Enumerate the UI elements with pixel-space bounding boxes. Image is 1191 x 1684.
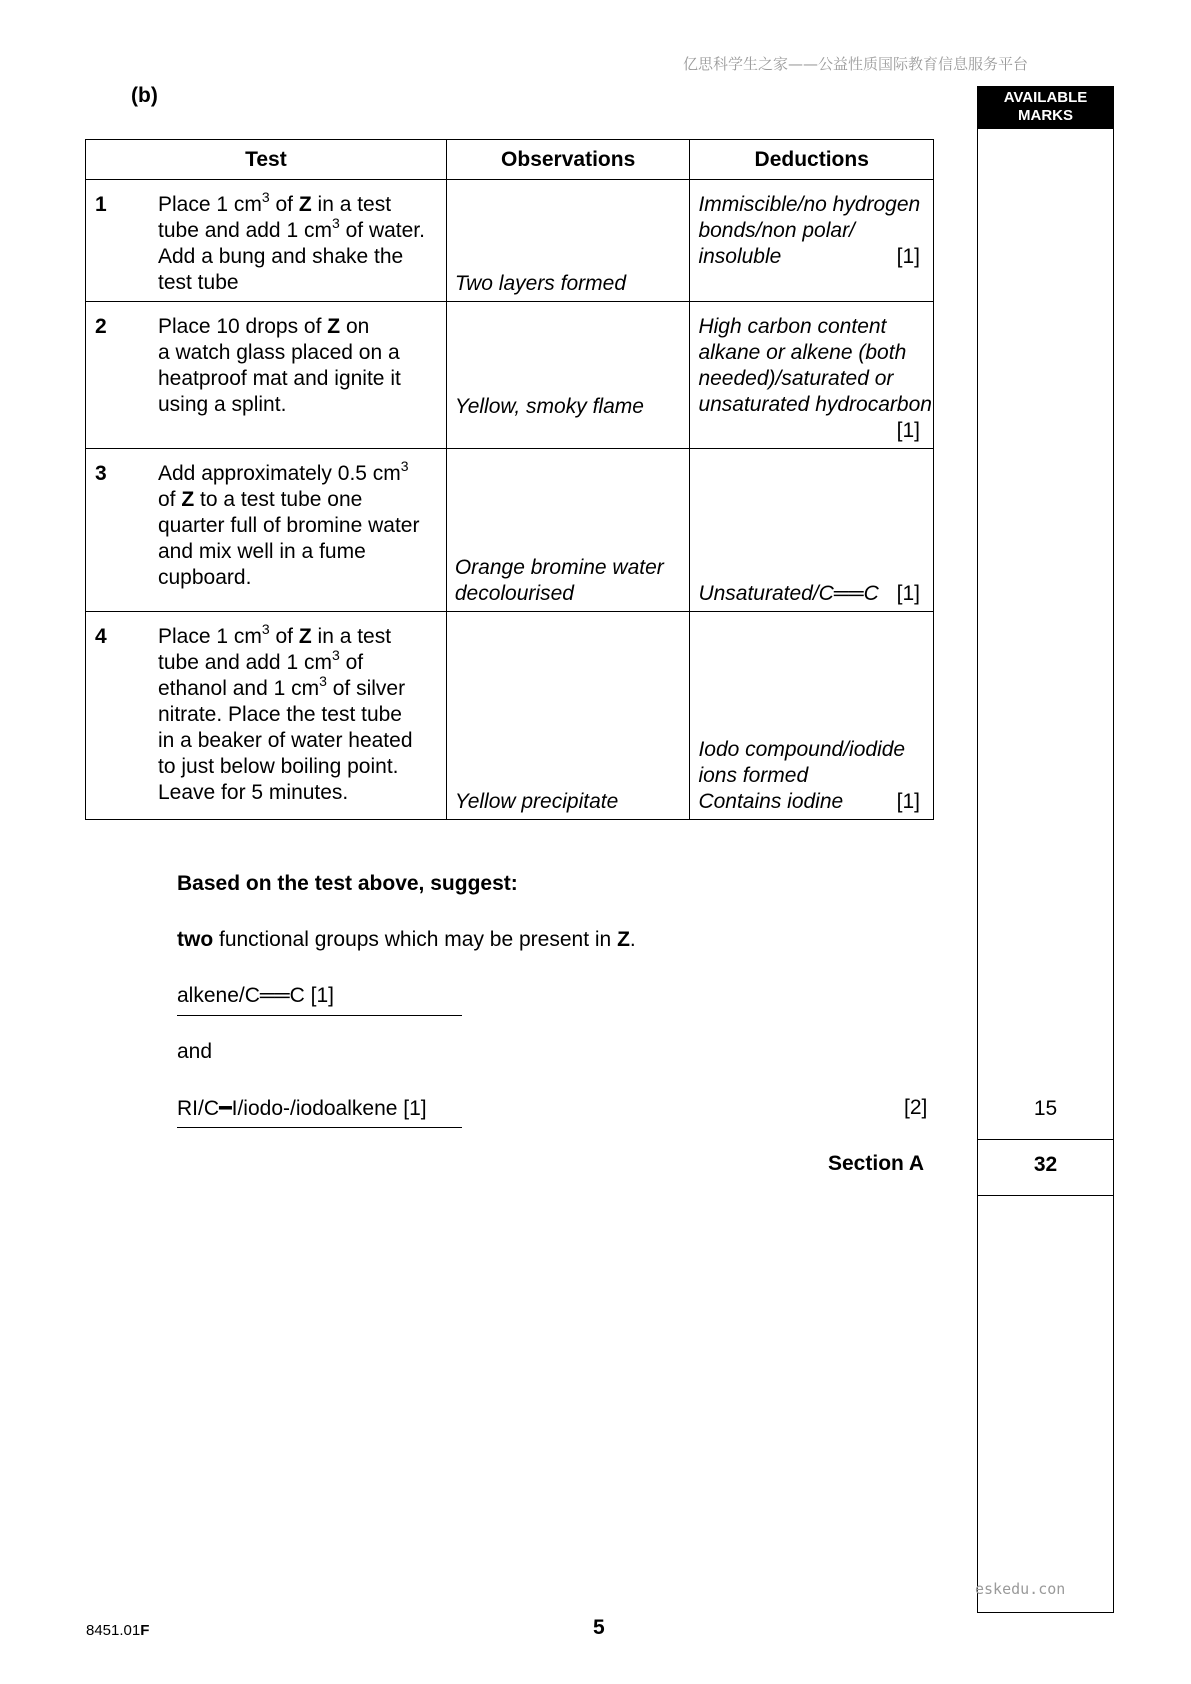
deduction-text: Unsaturated/C══C [698, 582, 879, 605]
question-mark: [2] [904, 1096, 928, 1119]
watermark-bottom-text: eskedu.con [975, 1580, 1066, 1598]
table-row [86, 180, 934, 302]
test-number: 1 [95, 193, 107, 216]
table-row [86, 449, 934, 612]
test-description: Place 1 $cm^3$ of Z in a test tube and add 1 $cm^3$ of ethanol and 1 $cm^3$ of silver nitrate. Place the test tube in a beaker of water heated to just below boiling point. Leave for 5 minutes. [158, 621, 413, 804]
mark-label: [1] [896, 582, 920, 605]
mark-label: [1] [896, 790, 920, 813]
available-marks-column [977, 129, 1114, 1613]
deduction-text: Iodo compound/iodide ions formed Contains iodine [698, 738, 906, 813]
section-label: Section A [828, 1152, 925, 1175]
observation-cell [446, 180, 690, 302]
header-deductions: Deductions [690, 140, 934, 180]
deduction-cell [690, 612, 934, 820]
test-description: Place 1 $cm^3$ of Z in a test tube and add 1 $cm^3$ of water. Add a bung and shake the test tube [158, 189, 425, 294]
test-number: 3 [95, 462, 107, 485]
marks-divider [977, 1139, 1114, 1140]
test-cell [86, 612, 447, 820]
section-total-marks: 32 [1033, 1153, 1058, 1176]
test-cell [86, 449, 447, 612]
available-marks-header [977, 86, 1114, 129]
answer-line-2 [177, 1127, 462, 1128]
test-cell [86, 302, 447, 449]
marks-divider [977, 1195, 1114, 1196]
table-header-row [86, 140, 934, 180]
deduction-text: Immiscible/no hydrogen bonds/non polar/ insoluble [698, 193, 921, 268]
question-available-marks: 15 [1033, 1097, 1058, 1120]
watermark-top-text: 亿思科学生之家——公益性质国际教育信息服务平台 [683, 55, 1029, 73]
answer-1: alkene/C══C [1] [177, 984, 334, 1007]
page-number: 5 [593, 1616, 605, 1639]
paper-code: 8451.01F [86, 1622, 150, 1639]
answer-line-1 [177, 1015, 462, 1016]
test-cell [86, 180, 447, 302]
observation-cell [446, 612, 690, 820]
deduction-text: High carbon content alkane or alkene (both needed)/saturated or unsaturated hydrocarbon [698, 315, 932, 416]
deduction-cell [690, 302, 934, 449]
header-observations: Observations [446, 140, 690, 180]
marks-header-line-2: MARKS [1018, 107, 1073, 124]
marks-header-line-1: AVAILABLE [1003, 89, 1088, 106]
observation-text: Yellow, smoky flame [454, 395, 644, 418]
mark-label: [1] [896, 245, 920, 268]
observation-cell [446, 449, 690, 612]
test-description: Add approximately 0.5 $cm^3$ of Z to a test tube one quarter full of bromine water and mix well in a fume cupboard. [158, 458, 420, 589]
header-test: Test [86, 140, 447, 180]
answer-2: RI/C━I/iodo-/iodoalkene [1] [177, 1097, 427, 1120]
observation-text: Two layers formed [454, 272, 627, 295]
deduction-cell [690, 449, 934, 612]
deduction-cell [690, 180, 934, 302]
test-description: Place 10 drops of Z on a watch glass placed on a heatproof mat and ignite it using a splint. [158, 315, 401, 416]
test-number: 2 [95, 315, 107, 338]
question-heading: Based on the test above, suggest: [177, 872, 518, 895]
table-row [86, 302, 934, 449]
part-label: (b) [131, 84, 158, 107]
observation-cell [446, 302, 690, 449]
table-row [86, 612, 934, 820]
test-number: 4 [95, 625, 107, 648]
observation-text: Yellow precipitate [454, 790, 619, 813]
answer-joiner: and [177, 1040, 213, 1063]
question-prompt: two functional groups which may be present in Z. [177, 928, 636, 951]
mark-label: [1] [896, 419, 920, 442]
observation-text: Orange bromine water decolourised [454, 556, 664, 605]
test-table [85, 139, 934, 820]
